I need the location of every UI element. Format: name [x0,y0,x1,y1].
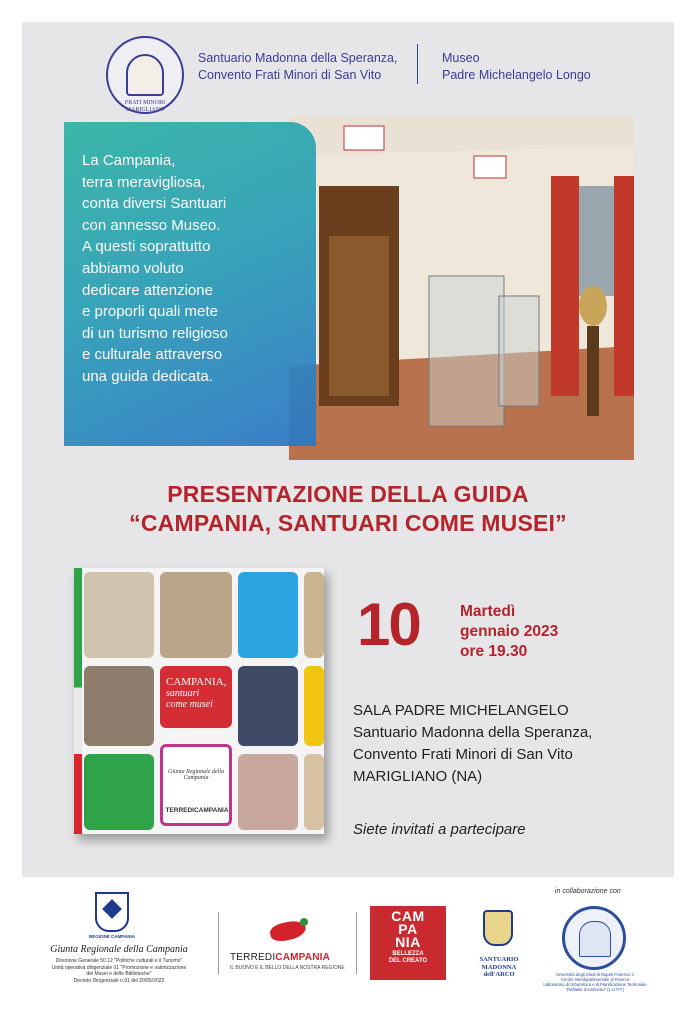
poster [22,22,674,877]
terredicampania-logo [230,952,330,963]
collaboration-label: in collaborazione con [555,888,621,895]
pepper-stem-icon [300,918,308,926]
venue-line: Convento Frati Minori di San Vito [353,746,573,763]
logo-caption [106,100,184,114]
event-date-line: gennaio 2023 [460,623,559,640]
intro-line: abbiamo voluto [82,259,184,277]
santuario-line: SANTUARIO [479,956,519,963]
giunta-detail-line: Direzione Generale 50.12 "Politiche culturali e il Turismo" [55,958,183,964]
venue-line: Santuario Madonna della Speranza, [353,724,593,741]
header-line: Padre Michelangelo Longo [442,68,591,82]
book-subtitle-line: come musei [166,699,213,710]
title-line: PRESENTAZIONE DELLA GUIDA [167,481,529,507]
santuario-line: MADONNA [481,963,517,971]
terre-tagline: IL BUONO E IL BELLO DELLA NOSTRA REGIONE [230,965,345,971]
title-line: “CAMPANIA, SANTUARI COME MUSEI” [129,510,567,536]
event-day: 10 [357,591,420,658]
book-color-tile [238,572,298,658]
camp-sub-line: DEL CREATO [388,958,428,964]
book-photo-tile [84,666,154,746]
intro-line: e proporli quali mete [82,303,218,321]
guide-book-cover [74,568,324,834]
uni-line: "Raffaele d'Ambrosio" (L.U.P.T.) [565,987,625,992]
intro-line: con annesso Museo. [82,216,221,234]
header-line: Museo [442,51,480,65]
intro-line: terra meravigliosa, [82,173,206,191]
book-subtitle-line: santuari [166,688,200,699]
intro-line: e culturale attraverso [82,346,223,364]
intro-text [82,150,312,388]
book-card-text: Giunta Regionale della Campania [168,769,224,781]
giunta-details [44,958,194,984]
event-date [460,602,558,662]
camp-line: PA [398,921,418,937]
presentation-title [22,480,674,538]
intro-line: La Campania, [82,152,176,169]
book-color-tile [304,666,324,746]
intro-line: conta diversi Santuari [82,195,227,213]
venue-line: SALA PADRE MICHELANGELO [353,702,569,719]
header-line: Santuario Madonna della Speranza, [198,51,398,65]
museum-photo [289,116,634,460]
camp-line: CAM [391,908,425,924]
university-seal-icon [562,906,626,970]
header-line: Convento Frati Minori di San Vito [198,68,382,82]
book-photo-tile [304,572,324,658]
invitation-text: Siete invitati a partecipare [353,821,526,838]
book-color-tile [84,754,154,830]
giunta-detail-line: dei Musei e delle Biblioteche" [86,971,152,977]
santuario-arco-logo [466,956,532,979]
uni-line: Centro Interdipartimentale di Ricerca [560,977,630,982]
intro-line: A questi soprattutto [82,238,211,256]
book-card-logo: TERREDICAMPANIA [165,807,229,814]
camp-sub-line: BELLEZZA [392,951,424,957]
logo-caption-line: MARIGLIANO [125,107,165,113]
uni-line: Università degli Studi di Napoli Federico II [556,972,634,977]
book-spine [74,568,82,834]
book-photo-tile [84,572,154,658]
madonna-emblem-icon [126,54,164,96]
book-photo-tile [160,572,232,658]
logo-caption-line: FRATI MINORI [124,100,166,106]
book-photo-tile [238,666,298,746]
santuario-line: dell'ARCO [483,971,515,978]
venue-line: MARIGLIANO (NA) [353,768,483,785]
camp-line: NIA [395,934,421,950]
uni-line: Laboratorio di Urbanistica e di Pianificazione Territoriale [543,982,647,987]
header-santuario [198,50,397,84]
footer-divider [218,912,219,974]
university-credits [530,972,660,992]
footer-divider [356,912,357,974]
terre-brand: CAMPANIA [275,952,331,963]
event-date-line: ore 19.30 [460,643,528,660]
event-date-line: Martedì [460,603,516,620]
regione-campania-emblem-icon [95,892,129,932]
santuario-arco-emblem-icon [483,910,513,946]
campania-bellezza-logo [370,906,446,980]
header-museo [442,50,591,84]
book-photo-tile [238,754,298,830]
intro-line: di un turismo religioso [82,324,228,342]
regione-label: REGIONE CAMPANIA [89,934,135,939]
book-photo-tile [304,754,324,830]
terre-prefix: TERREDI [230,952,276,963]
intro-line: una guida dedicata. [82,367,213,385]
book-title: CAMPANIA, [166,676,227,688]
giunta-regionale: Giunta Regionale della Campania [50,944,188,955]
book-title-box [160,666,232,728]
giunta-detail-line: Unità operativa dirigenziale 01 "Promozione e valorizzazione [51,964,187,971]
giunta-detail-line: Decreto Dirigenziale n.91 del 20/05/2022 [73,977,165,984]
book-sponsor-card [160,744,232,826]
event-venue [353,700,592,788]
intro-line: dedicare attenzione [82,281,213,299]
header-divider [417,44,418,84]
